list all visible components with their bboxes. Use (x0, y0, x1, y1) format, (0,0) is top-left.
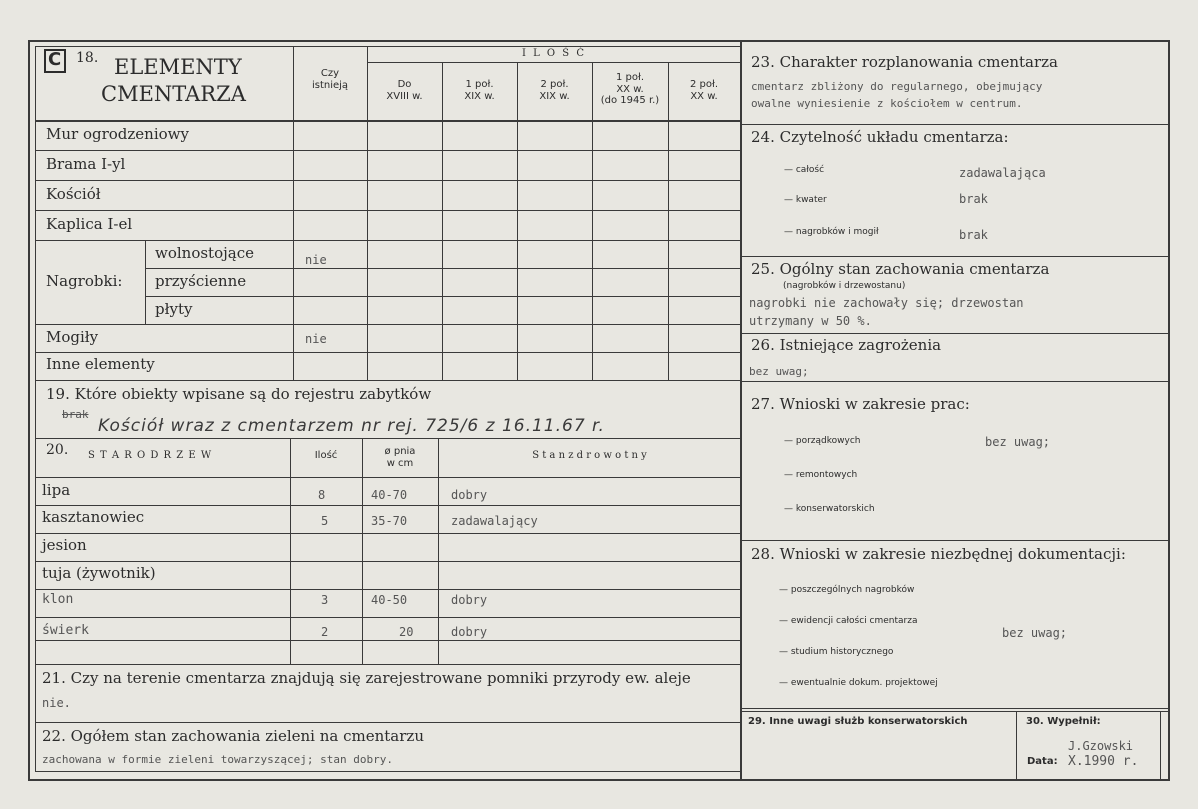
section-30-title: 30. Wypełnił: (1026, 716, 1101, 727)
row-label-other: Inne elementy (46, 355, 155, 373)
section-23-line2: owalne wyniesienie z kościołem w centrum. (751, 97, 1023, 110)
tree-qty: 5 (321, 514, 329, 528)
row-label-chapel: Kaplica I-el (46, 215, 133, 233)
tree-name: świerk (42, 623, 89, 638)
section-number: 18. (76, 50, 99, 66)
date-value: X.1990 r. (1068, 754, 1139, 769)
date-label: Data: (1027, 756, 1058, 767)
tree-diameter: 40-50 (371, 593, 408, 607)
tree-health: zadawalający (451, 514, 538, 528)
section-27-value: bez uwag; (985, 435, 1051, 449)
row-label-slabs: płyty (155, 300, 193, 318)
section-26-value: bez uwag; (749, 365, 809, 378)
section-24-item-value: brak (959, 192, 988, 206)
section-28-item: — ewidencji całości cmentarza (779, 616, 918, 626)
section-title-line2: CMENTARZA (101, 82, 246, 106)
filled-by-name: J.Gzowski (1068, 739, 1134, 753)
tree-name: tuja (żywotnik) (42, 564, 156, 582)
tree-name: kasztanowiec (42, 508, 145, 526)
section-19-title: 19. Które obiekty wpisane są do rejestru zabytków (46, 385, 432, 403)
tree-qty: 2 (321, 625, 329, 639)
row-label-gate: Brama I-yl (46, 155, 126, 173)
row-label-gravestones: Nagrobki: (46, 272, 123, 290)
section-19-handwritten: Kościół wraz z cmentarzem nr rej. 725/6 z 16.11.67 r. (98, 416, 605, 436)
section-28-title: 28. Wnioski w zakresie niezbędnej dokumentacji: (751, 545, 1126, 563)
section-28-value: bez uwag; (1002, 626, 1068, 640)
section-27-item: — konserwatorskich (784, 504, 875, 514)
gravestones-value: nie (305, 253, 327, 267)
section-28-item: — studium historycznego (779, 647, 894, 657)
ilosc-header: I L O Ś Ć (521, 48, 586, 59)
section-27-title: 27. Wnioski w zakresie prac: (751, 395, 970, 413)
section-20-number: 20. (46, 442, 69, 458)
tree-diameter: 40-70 (371, 488, 408, 502)
period-header-5: 2 poł. XX w. (689, 79, 719, 102)
col-health-header: S t a n z d r o w o t n y (532, 450, 647, 461)
period-header-3: 2 poł. XIX w. (539, 79, 570, 102)
section-letter: C (48, 49, 62, 70)
section-27-item: — porządkowych (784, 436, 861, 446)
section-23-title: 23. Charakter rozplanowania cmentarza (751, 53, 1058, 71)
row-label-church: Kościół (46, 185, 101, 203)
row-label-wall: Mur ogrodzeniowy (46, 125, 189, 143)
section-25-subtitle: (nagrobków i drzewostanu) (783, 281, 906, 291)
section-title-line1: ELEMENTY (114, 55, 242, 79)
section-24-item-label: — kwater (784, 195, 827, 205)
section-25-title: 25. Ogólny stan zachowania cmentarza (751, 260, 1050, 278)
tree-qty: 3 (321, 593, 329, 607)
section-27-item: — remontowych (784, 470, 858, 480)
section-24-title: 24. Czytelność układu cmentarza: (751, 128, 1009, 146)
section-20-title: S T A R O D R Z E W (88, 450, 213, 461)
section-21-title: 21. Czy na terenie cmentarza znajdują się zarejestrowane pomniki przyrody ew. aleje (42, 669, 691, 687)
section-25-line1: nagrobki nie zachowały się; drzewostan (749, 296, 1024, 310)
tree-diameter: 20 (399, 625, 414, 639)
section-26-title: 26. Istniejące zagrożenia (751, 336, 942, 354)
section-28-item: — ewentualnie dokum. projektowej (779, 678, 938, 688)
tree-diameter: 35-70 (371, 514, 408, 528)
row-label-wall-mounted: przyścienne (155, 272, 247, 290)
tree-health: dobry (451, 625, 488, 639)
tree-name: klon (42, 592, 74, 607)
col-exists-header: Czy istnieją (311, 68, 349, 91)
section-23-line1: cmentarz zbliżony do regularnego, obejmujący (751, 80, 1043, 93)
section-22-title: 22. Ogółem stan zachowania zieleni na cmentarzu (42, 727, 424, 745)
section-29-title: 29. Inne uwagi służb konserwatorskich (748, 716, 968, 727)
tree-health: dobry (451, 488, 488, 502)
graves-value: nie (305, 332, 327, 346)
row-label-graves: Mogiły (46, 328, 99, 346)
section-22-value: zachowana w formie zieleni towarzyszącej; stan dobry. (42, 753, 393, 766)
row-label-freestanding: wolnostojące (155, 244, 254, 262)
section-24-item-label: — całość (784, 165, 825, 175)
period-header-2: 1 poł. XIX w. (464, 79, 495, 102)
tree-health: dobry (451, 593, 488, 607)
section-25-line2: utrzymany w 50 %. (749, 314, 872, 328)
tree-name: lipa (42, 481, 71, 499)
section-28-item: — poszczególnych nagrobków (779, 585, 915, 595)
section-24-item-value: zadawalająca (959, 166, 1046, 180)
col-qty-header: Ilość (314, 450, 338, 461)
section-19-struck: brak (62, 408, 89, 421)
section-24-item-value: brak (959, 228, 988, 242)
tree-name: jesion (42, 536, 87, 554)
section-24-item-label: — nagrobków i mogił (784, 227, 879, 237)
period-header-4: 1 poł. XX w. (do 1945 r.) (600, 72, 660, 106)
tree-qty: 8 (318, 488, 326, 502)
section-21-value: nie. (42, 696, 71, 710)
col-diameter-header: ø pnia w cm (384, 446, 416, 469)
period-header-1: Do XVIII w. (386, 79, 423, 102)
